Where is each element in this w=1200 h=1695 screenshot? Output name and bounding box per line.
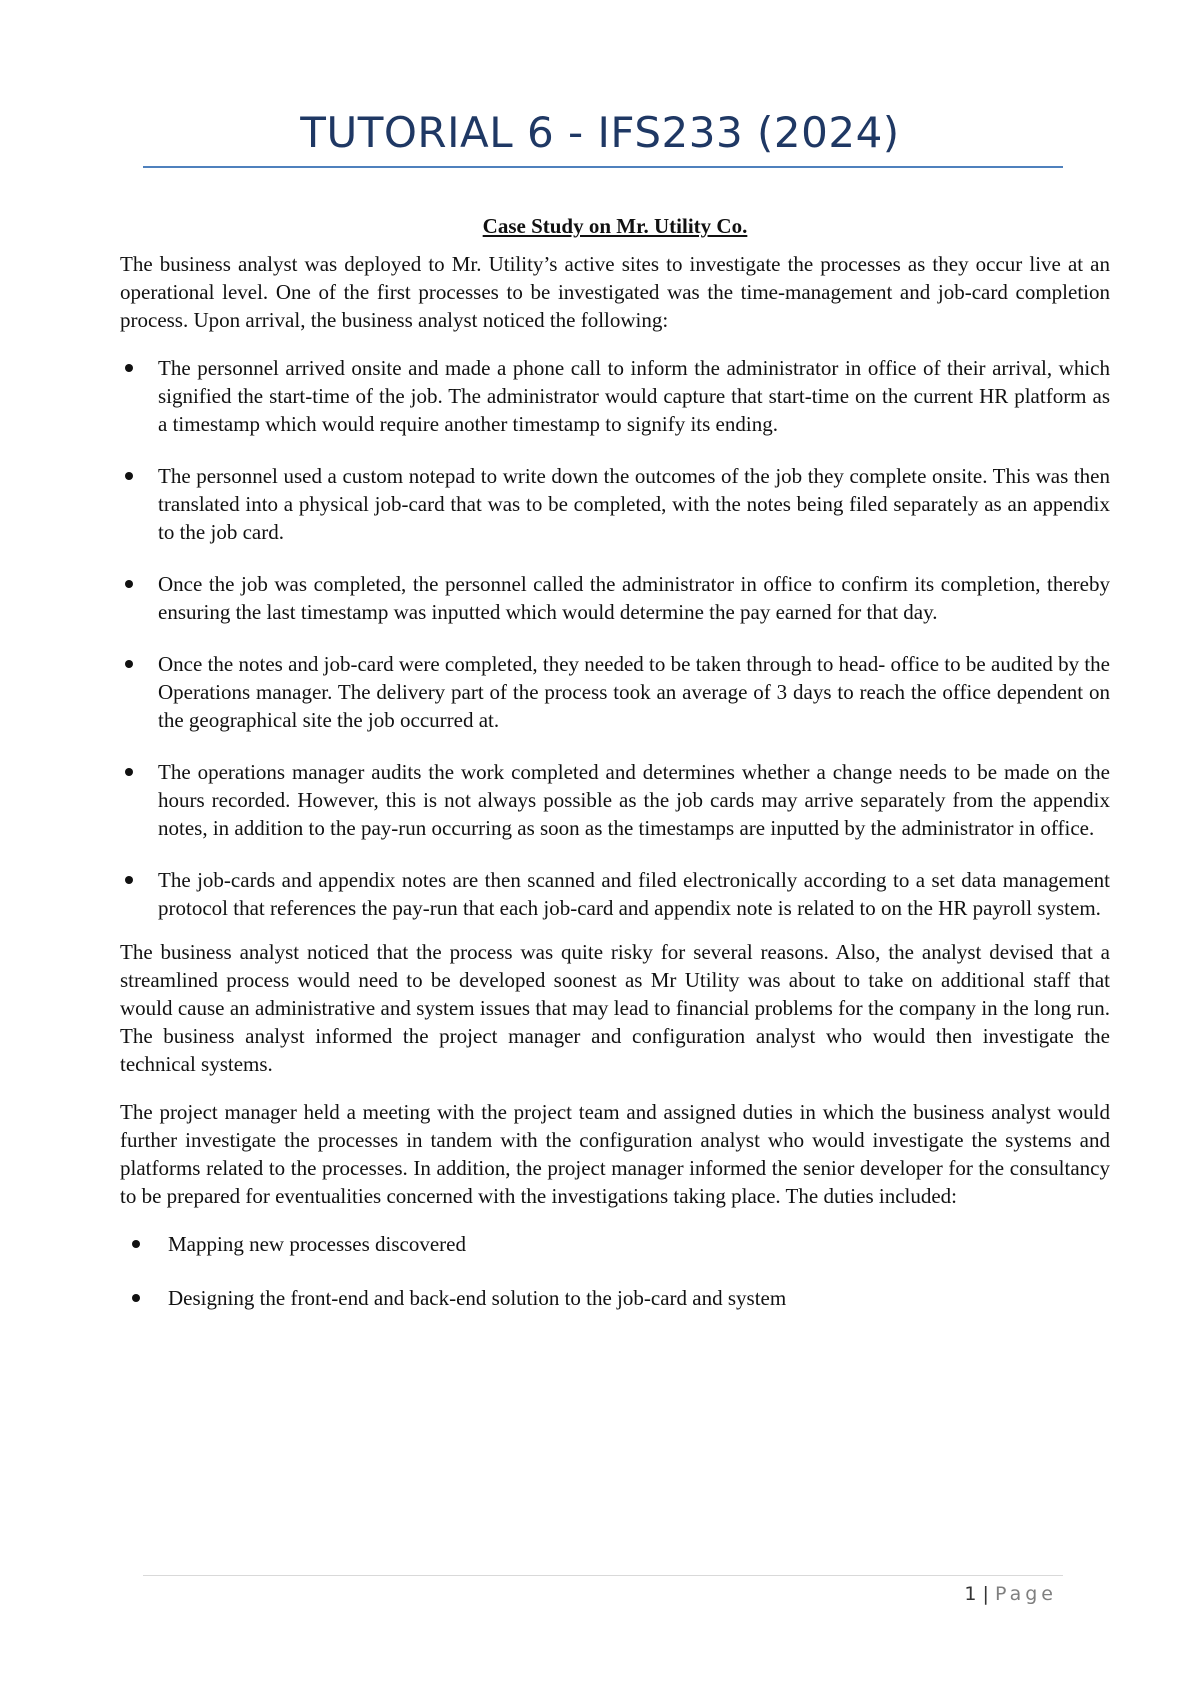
list-item-text: Once the job was completed, the personnel called the administrator in office to confirm its completion, thereby ensuring the last timestamp was inputted which would determine the pay earned for that day. bbox=[158, 572, 1110, 624]
bullet-icon bbox=[125, 876, 133, 884]
intro-paragraph: The business analyst was deployed to Mr. Utility’s active sites to investigate the processes as they occur live at an operational level. One of the first processes to be investigated was the time-management and job-card completion process. Upon arrival, the business analyst noticed the following: bbox=[120, 252, 1110, 332]
list-item bbox=[120, 1230, 1110, 1258]
bullet-icon bbox=[125, 768, 133, 776]
duties-list bbox=[120, 1230, 1110, 1312]
case-study-heading: Case Study on Mr. Utility Co. bbox=[482, 214, 748, 238]
footer-divider bbox=[143, 1575, 1063, 1576]
list-item bbox=[120, 866, 1110, 922]
bullet-icon bbox=[125, 364, 133, 372]
page-label: Page bbox=[995, 1583, 1057, 1605]
document-title: TUTORIAL 6 - IFS233 (2024) bbox=[300, 108, 900, 157]
bullet-icon bbox=[132, 1294, 140, 1302]
list-item-text: The personnel used a custom notepad to write down the outcomes of the job they complete onsite. This was then translated into a physical job-card that was to be completed, with the notes being filed separately as an appendix to the job card. bbox=[158, 464, 1110, 544]
list-item-text: The personnel arrived onsite and made a phone call to inform the administrator in office of their arrival, which signified the start-time of the job. The administrator would capture that start-time on the current HR platform as a timestamp which would require another timestamp to signify its ending. bbox=[158, 356, 1110, 436]
list-item bbox=[120, 354, 1110, 438]
list-item-text: Mapping new processes discovered bbox=[168, 1232, 466, 1256]
page-footer bbox=[964, 1583, 1057, 1605]
bullet-icon bbox=[125, 660, 133, 668]
list-item bbox=[120, 462, 1110, 546]
title-underline bbox=[143, 166, 1063, 168]
bullet-icon bbox=[125, 580, 133, 588]
list-item bbox=[120, 650, 1110, 734]
page-number: 1 bbox=[964, 1583, 977, 1605]
observations-list bbox=[120, 354, 1110, 922]
list-item bbox=[120, 570, 1110, 626]
list-item-text: The job-cards and appendix notes are then scanned and filed electronically according to a set data management protocol that references the pay-run that each job-card and appendix note is related to on the HR payroll system. bbox=[158, 868, 1110, 920]
footer-separator: | bbox=[982, 1583, 989, 1605]
risk-paragraph: The business analyst noticed that the process was quite risky for several reasons. Also, the analyst devised that a streamlined process would need to be developed soonest as Mr Utility was about to take on additional staff that would cause an administrative and system issues that may lead to financial problems for the company in the long run. The business analyst informed the project manager and configuration analyst who would then investigate the technical systems. bbox=[120, 940, 1110, 1076]
list-item-text: Designing the front-end and back-end solution to the job-card and system bbox=[168, 1286, 787, 1310]
list-item bbox=[120, 758, 1110, 842]
document-body bbox=[120, 212, 1110, 1338]
list-item-text: The operations manager audits the work completed and determines whether a change needs to be made on the hours recorded. However, this is not always possible as the job cards may arrive separately from the appendix notes, in addition to the pay-run occurring as soon as the timestamps are inputted by the administrator in office. bbox=[158, 760, 1110, 840]
list-item bbox=[120, 1284, 1110, 1312]
bullet-icon bbox=[132, 1240, 140, 1248]
list-item-text: Once the notes and job-card were completed, they needed to be taken through to head- office to be audited by the Operations manager. The delivery part of the process took an average of 3 days to reach the office dependent on the geographical site the job occurred at. bbox=[158, 652, 1110, 732]
bullet-icon bbox=[125, 472, 133, 480]
meeting-paragraph: The project manager held a meeting with the project team and assigned duties in which the business analyst would further investigate the processes in tandem with the configuration analyst who would investigate the systems and platforms related to the processes. In addition, the project manager informed the senior developer for the consultancy to be prepared for eventualities concerned with the investigations taking place. The duties included: bbox=[120, 1100, 1110, 1208]
